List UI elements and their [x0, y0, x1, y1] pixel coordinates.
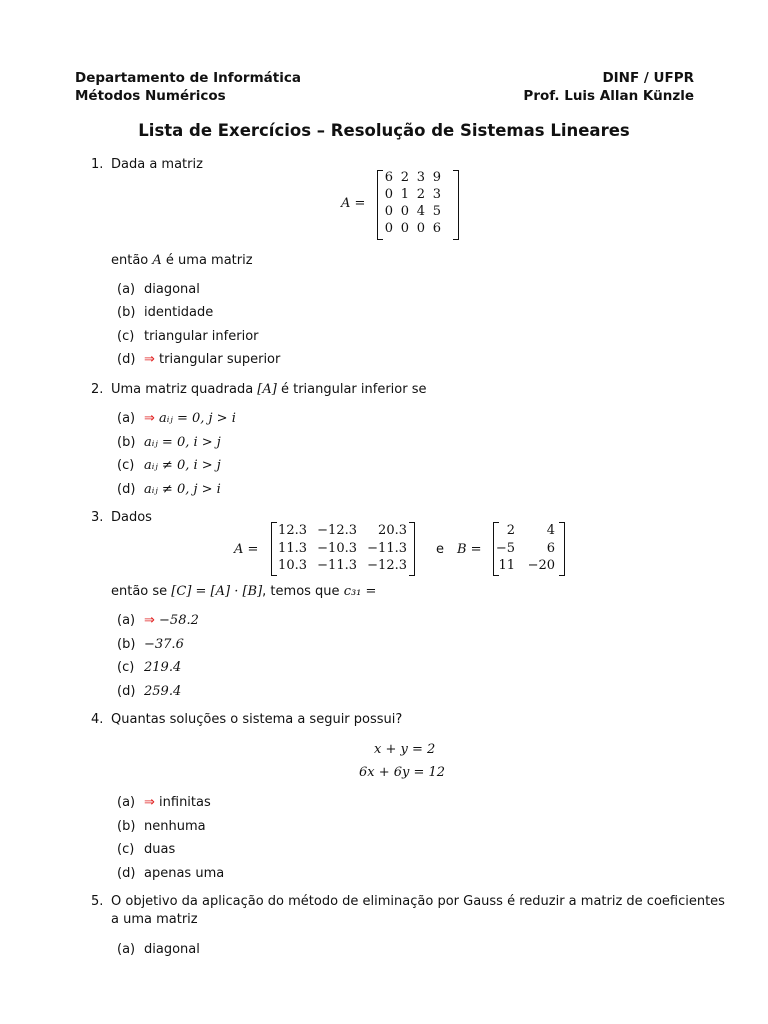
q4-option [144, 819, 206, 835]
q4-option-label: (d) [117, 865, 136, 881]
q2-option-label: (d) [117, 481, 136, 497]
q3-option-text: 259.4 [144, 683, 182, 699]
q1-matrix-cell: 0 [384, 204, 393, 219]
q1-matrix-cell: 6 [432, 221, 441, 236]
q3-option-text: 219.4 [144, 660, 182, 675]
q4-option [144, 795, 211, 811]
q3-matrixA-cell: −10.3 [317, 541, 357, 556]
q1-option-label: (a) [117, 282, 136, 297]
q1-option [144, 305, 213, 321]
q4-option-label: (a) [117, 795, 136, 810]
q1-matrix-cell: 1 [400, 187, 409, 202]
q2-prompt: Uma matriz quadrada [A] é triangular inferior se [111, 382, 427, 397]
q5-option [144, 942, 200, 958]
q3-option [144, 637, 184, 653]
page-title: Lista de Exercícios – Resolução de Sistemas Lineares [138, 121, 630, 140]
q2-option [144, 458, 221, 474]
q4-option-text: duas [144, 842, 176, 857]
right-bracket [409, 522, 415, 576]
q1-number: 1. [91, 157, 104, 172]
q2-option [144, 482, 221, 498]
q3-option-label: (d) [117, 683, 136, 699]
q5-prompt-line2: a uma matriz [111, 912, 198, 927]
q1-matrix-cell: 9 [432, 170, 441, 185]
q2-option-label: (a) [117, 411, 136, 426]
q4-option-text: infinitas [159, 795, 211, 810]
q4-option-text: nenhuma [144, 818, 206, 834]
q3-matrixA-cell: −12.3 [317, 523, 357, 538]
q4-option-label: (b) [117, 818, 136, 834]
q1-option-text: diagonal [144, 282, 200, 297]
q5-prompt-line1: O objetivo da aplicação do método de eliminação por Gauss é reduzir a matriz de coeficientes [111, 894, 725, 909]
q1-option-label: (b) [117, 305, 136, 321]
q1-option-text: triangular inferior [144, 328, 259, 344]
q1-option-text: identidade [144, 305, 214, 321]
q3-matrixA-cell: 20.3 [378, 523, 407, 538]
q2-option [144, 435, 221, 451]
q4-option-label: (c) [117, 842, 135, 857]
q1-matrix [377, 170, 459, 240]
q3-matrixA-lhs: A = [234, 542, 259, 557]
q2-option-label: (b) [117, 434, 136, 450]
q3-option-label: (b) [117, 636, 136, 652]
q4-number: 4. [91, 712, 104, 727]
q3-matrixA-cell: 12.3 [278, 523, 307, 538]
q3-matrixB-lhs: B = [457, 542, 482, 557]
q1-matrix-cell: 0 [416, 221, 425, 236]
answer-arrow-icon: ⇒ [144, 613, 160, 628]
q3-matrixB-cell: −20 [527, 558, 555, 573]
q3-matrixB-cell: 4 [546, 523, 555, 538]
q3-matrixA-cell: −12.3 [367, 558, 407, 573]
q3-matrixA-cell: −11.3 [367, 541, 407, 556]
course-name: Métodos Numéricos [75, 88, 226, 104]
q3-option-label: (a) [117, 613, 136, 628]
q3-matrixA-cell: −11.3 [317, 558, 357, 573]
q3-matrixA [271, 522, 415, 576]
q3-option [144, 684, 181, 700]
q1-prompt: Dada a matriz [111, 157, 203, 172]
q3-option [144, 613, 199, 629]
answer-arrow-icon: ⇒ [144, 411, 160, 426]
q4-option [144, 866, 224, 882]
q3-matrixA-cell: 10.3 [278, 558, 307, 573]
q3-number: 3. [91, 510, 104, 525]
q1-option [144, 282, 200, 298]
answer-arrow-icon: ⇒ [144, 351, 160, 367]
q1-matrix-cell: 3 [432, 187, 441, 202]
q1-option-label: (c) [117, 328, 135, 344]
header-right [523, 69, 694, 105]
q4-option [144, 842, 175, 858]
q1-after: então A é uma matriz [111, 253, 253, 268]
q1-matrix-cell: 6 [384, 170, 393, 185]
q3-prompt: Dados [111, 510, 152, 525]
q4-equation-2: 6x + 6y = 12 [359, 765, 446, 780]
q2-option-text: aᵢⱼ ≠ 0, i > j [144, 458, 221, 473]
q1-matrix-cell: 5 [432, 204, 441, 219]
q1-option-label: (d) [117, 351, 136, 367]
q1-matrix-cell: 2 [416, 187, 425, 202]
q2-option-text: aᵢⱼ = 0, j > i [159, 411, 236, 426]
q3-matrixA-cell: 11.3 [278, 541, 307, 556]
answer-arrow-icon: ⇒ [144, 795, 160, 810]
q1-matrix-cell: 0 [400, 221, 409, 236]
q1-option [144, 352, 280, 368]
right-bracket [559, 522, 565, 576]
q3-after: então se [C] = [A] · [B], temos que c₃₁ = [111, 584, 377, 599]
q3-matrixB-cell: −5 [495, 541, 515, 556]
q2-option-label: (c) [117, 458, 135, 473]
q2-option-text: aᵢⱼ ≠ 0, j > i [144, 481, 221, 497]
q3-option-label: (c) [117, 660, 135, 675]
professor: Prof. Luis Allan Künzle [523, 88, 694, 104]
q1-matrix-cell: 2 [400, 170, 409, 185]
q1-matrix-lhs: A = [341, 196, 366, 211]
q1-matrix-cell: 0 [384, 221, 393, 236]
q3-matrixB-cell: 11 [498, 558, 515, 573]
q2-option [144, 411, 236, 427]
header-left [75, 69, 301, 105]
q3-conjunction: e [436, 542, 444, 557]
q4-equation-1: x + y = 2 [374, 742, 436, 757]
q3-option [144, 660, 181, 676]
institution: DINF / UFPR [602, 70, 694, 86]
q4-option-text: apenas uma [144, 865, 225, 881]
q4-prompt: Quantas soluções o sistema a seguir possui? [111, 712, 403, 727]
q3-matrixB-cell: 6 [546, 541, 555, 556]
q1-matrix-cell: 0 [384, 187, 393, 202]
q5-number: 5. [91, 894, 104, 909]
q3-matrixB-cell: 2 [506, 523, 515, 538]
q5-option-text: diagonal [144, 942, 200, 957]
q1-matrix-cell: 3 [416, 170, 425, 185]
q3-matrixB [493, 522, 565, 576]
q1-matrix-cell: 0 [400, 204, 409, 219]
q3-option-text: −58.2 [159, 613, 199, 628]
department-name: Departamento de Informática [75, 70, 301, 86]
right-bracket [453, 170, 459, 240]
q5-option-label: (a) [117, 942, 136, 957]
q2-option-text: aᵢⱼ = 0, i > j [144, 434, 221, 450]
q1-option [144, 329, 259, 345]
q1-option-text: triangular superior [159, 351, 281, 367]
q2-number: 2. [91, 382, 104, 397]
q1-matrix-cell: 4 [416, 204, 425, 219]
q3-option-text: −37.6 [144, 636, 184, 652]
